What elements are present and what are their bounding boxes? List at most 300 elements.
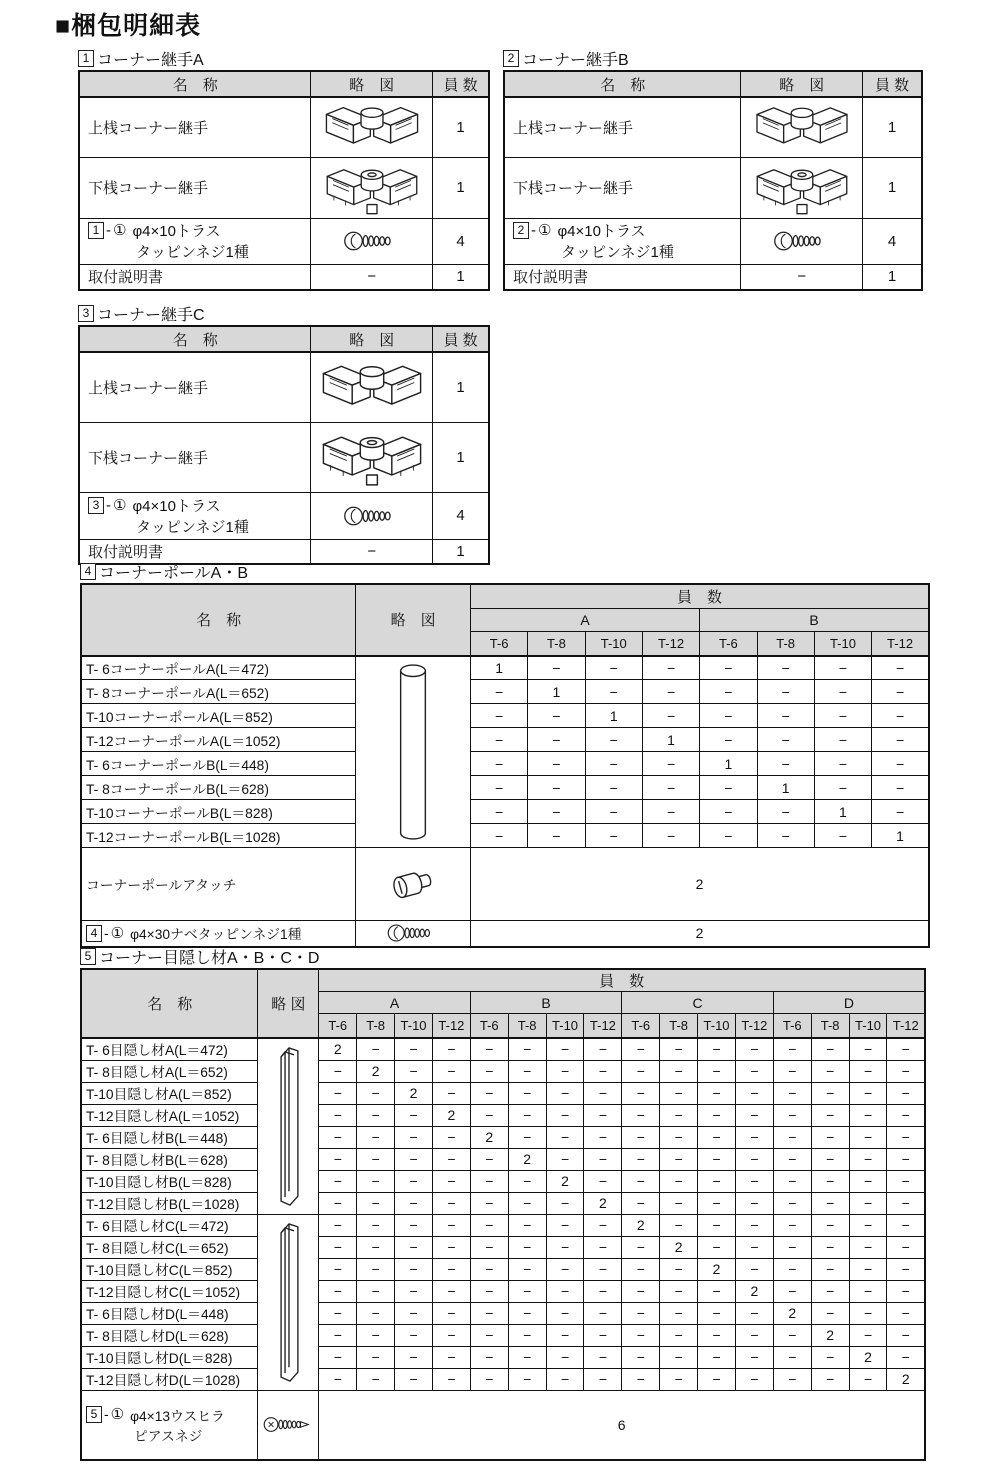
tapping-screw-icon bbox=[773, 229, 831, 253]
part-name-cell: 下桟コーナー継手 bbox=[504, 157, 741, 218]
part-name-cell: 下桟コーナー継手 bbox=[79, 422, 311, 492]
qty-cell: − bbox=[584, 1148, 622, 1170]
qty-cell: − bbox=[622, 1060, 660, 1082]
part-row bbox=[81, 1104, 925, 1126]
qty-cell: − bbox=[811, 1280, 849, 1302]
qty-cell: − bbox=[773, 1104, 811, 1126]
qty-cell: − bbox=[357, 1104, 395, 1126]
qty-cell: − bbox=[357, 1258, 395, 1280]
qty-cell: − bbox=[773, 1324, 811, 1346]
qty-cell: − bbox=[872, 728, 929, 752]
qty-cell: − bbox=[757, 656, 814, 680]
channel-diagram-cell bbox=[258, 1214, 319, 1390]
qty-cell: − bbox=[698, 1236, 736, 1258]
qty-cell: − bbox=[660, 1038, 698, 1060]
qty-cell: − bbox=[622, 1170, 660, 1192]
size-col-header: T-10 bbox=[814, 631, 871, 656]
qty-cell: − bbox=[735, 1302, 773, 1324]
qty-cell: − bbox=[773, 1214, 811, 1236]
qty-cell: − bbox=[735, 1104, 773, 1126]
part-name-cell bbox=[79, 218, 311, 264]
qty-cell: − bbox=[698, 1280, 736, 1302]
diagram-cell: − bbox=[311, 539, 433, 564]
qty-cell: − bbox=[811, 1192, 849, 1214]
qty-cell: − bbox=[735, 1258, 773, 1280]
part-name-cell: T-12コーナーポールB(L＝1028) bbox=[81, 824, 356, 848]
part-name-line1: φ4×10トラス bbox=[557, 223, 646, 240]
qty-cell: − bbox=[432, 1082, 470, 1104]
corner-joint-b-table bbox=[503, 70, 923, 291]
pole-attach-drawing bbox=[385, 863, 441, 905]
qty-cell: − bbox=[735, 1368, 773, 1390]
size-col-header: T-6 bbox=[470, 631, 527, 656]
qty-cell: − bbox=[585, 776, 642, 800]
qty-cell: − bbox=[660, 1280, 698, 1302]
qty-cell: − bbox=[642, 752, 699, 776]
qty-cell: − bbox=[622, 1346, 660, 1368]
qty-cell: − bbox=[508, 1038, 546, 1060]
qty-cell: − bbox=[395, 1280, 433, 1302]
qty-cell: − bbox=[432, 1368, 470, 1390]
upper-corner-joint-drawing bbox=[752, 100, 852, 154]
qty-cell: − bbox=[528, 824, 585, 848]
part-name-cell: 上桟コーナー継手 bbox=[504, 97, 741, 157]
qty-cell: − bbox=[773, 1192, 811, 1214]
part-row bbox=[81, 1214, 925, 1236]
part-name-cell: T-12目隠し材D(L＝1028) bbox=[81, 1368, 258, 1390]
col-header-diagram: 略 図 bbox=[258, 969, 319, 1038]
qty-cell: − bbox=[660, 1170, 698, 1192]
qty-cell: − bbox=[584, 1214, 622, 1236]
qty-cell: − bbox=[698, 1170, 736, 1192]
qty-cell: − bbox=[319, 1236, 357, 1258]
size-col-header: T-12 bbox=[887, 1014, 925, 1039]
qty-cell: − bbox=[849, 1082, 887, 1104]
qty-cell: − bbox=[395, 1170, 433, 1192]
qty-cell: − bbox=[622, 1104, 660, 1126]
qty-cell: − bbox=[470, 728, 527, 752]
qty-cell: − bbox=[773, 1060, 811, 1082]
diagram-cell bbox=[741, 218, 863, 264]
qty-cell: − bbox=[887, 1192, 925, 1214]
qty-cell: − bbox=[546, 1236, 584, 1258]
size-col-header: T-8 bbox=[811, 1014, 849, 1039]
qty-cell: − bbox=[357, 1192, 395, 1214]
part-name-cell: T- 6目隠し材A(L＝472) bbox=[81, 1038, 258, 1060]
qty-cell: − bbox=[470, 824, 527, 848]
part-name-cell bbox=[504, 218, 741, 264]
part-name-cell: T-10目隠し材B(L＝828) bbox=[81, 1170, 258, 1192]
qty-cell: − bbox=[395, 1346, 433, 1368]
part-name-cell: T- 8目隠し材A(L＝652) bbox=[81, 1060, 258, 1082]
qty-cell: − bbox=[698, 1214, 736, 1236]
qty-cell: 2 bbox=[395, 1082, 433, 1104]
pole-diagram-cell bbox=[356, 656, 471, 848]
size-col-header: T-6 bbox=[319, 1014, 357, 1039]
col-header-name: 名 称 bbox=[79, 71, 311, 97]
qty-cell: − bbox=[319, 1324, 357, 1346]
qty-cell: − bbox=[584, 1060, 622, 1082]
qty-cell: 2 bbox=[773, 1302, 811, 1324]
qty-cell: − bbox=[622, 1126, 660, 1148]
group-header-a: A bbox=[319, 992, 471, 1014]
qty-cell: − bbox=[432, 1192, 470, 1214]
size-col-header: T-10 bbox=[395, 1014, 433, 1039]
qty-cell: − bbox=[319, 1368, 357, 1390]
qty-cell: − bbox=[622, 1258, 660, 1280]
qty-cell: − bbox=[357, 1346, 395, 1368]
qty-cell: − bbox=[546, 1192, 584, 1214]
section-title-4 bbox=[80, 561, 930, 581]
qty-cell: − bbox=[319, 1302, 357, 1324]
qty-cell: − bbox=[470, 1038, 508, 1060]
qty-cell: − bbox=[395, 1104, 433, 1126]
qty-cell: − bbox=[528, 728, 585, 752]
qty-cell: − bbox=[585, 824, 642, 848]
qty-cell: 1 bbox=[863, 264, 922, 290]
part-row bbox=[81, 1060, 925, 1082]
qty-cell: − bbox=[849, 1302, 887, 1324]
diagram-cell bbox=[311, 97, 433, 157]
size-col-header: T-8 bbox=[528, 631, 585, 656]
col-header-diagram: 略 図 bbox=[356, 584, 471, 656]
qty-cell: − bbox=[432, 1280, 470, 1302]
ref-dash: - bbox=[531, 222, 536, 239]
section-title-text: コーナーポールA・B bbox=[99, 564, 249, 582]
col-header-diagram: 略 図 bbox=[741, 71, 863, 97]
qty-cell: 1 bbox=[433, 422, 489, 492]
part-row bbox=[81, 776, 929, 800]
section-title-text: コーナー継手B bbox=[522, 51, 629, 69]
qty-cell: − bbox=[735, 1346, 773, 1368]
qty-cell: 2 bbox=[811, 1324, 849, 1346]
size-col-header: T-6 bbox=[700, 631, 757, 656]
qty-cell: − bbox=[395, 1126, 433, 1148]
qty-cell: − bbox=[470, 800, 527, 824]
ref-circle-number: ① bbox=[110, 1406, 125, 1424]
size-col-header: T-8 bbox=[357, 1014, 395, 1039]
qty-cell: − bbox=[660, 1126, 698, 1148]
corner-pole-table bbox=[80, 583, 930, 948]
qty-cell: − bbox=[432, 1302, 470, 1324]
ref-number-box: 4 bbox=[86, 925, 102, 942]
section-corner-joint-b bbox=[503, 48, 923, 291]
qty-cell: − bbox=[470, 1258, 508, 1280]
section-title-2 bbox=[503, 48, 923, 68]
qty-cell: − bbox=[735, 1082, 773, 1104]
qty-cell: − bbox=[584, 1082, 622, 1104]
qty-cell: − bbox=[735, 1060, 773, 1082]
section-corner-pole bbox=[80, 561, 930, 948]
qty-cell: − bbox=[546, 1368, 584, 1390]
qty-cell: 2 bbox=[319, 1038, 357, 1060]
group-header-b: B bbox=[470, 992, 622, 1014]
part-row bbox=[504, 97, 922, 157]
qty-cell: − bbox=[395, 1192, 433, 1214]
section-title-3 bbox=[78, 303, 490, 323]
section-number-box: 5 bbox=[80, 948, 96, 965]
lower-corner-joint-drawing bbox=[320, 159, 424, 217]
qty-cell: 2 bbox=[432, 1104, 470, 1126]
corner-joint-c-table bbox=[78, 325, 490, 565]
part-name-cell: T- 6目隠し材B(L＝448) bbox=[81, 1126, 258, 1148]
qty-cell: − bbox=[432, 1346, 470, 1368]
qty-cell: − bbox=[887, 1104, 925, 1126]
part-row bbox=[81, 1038, 925, 1060]
qty-cell: − bbox=[584, 1280, 622, 1302]
part-row bbox=[81, 1126, 925, 1148]
qty-cell: − bbox=[470, 776, 527, 800]
qty-cell: − bbox=[811, 1060, 849, 1082]
qty-cell: − bbox=[470, 1192, 508, 1214]
part-name-cell: T-12コーナーポールA(L＝1052) bbox=[81, 728, 356, 752]
tapping-screw-icon bbox=[343, 504, 401, 528]
qty-cell: − bbox=[735, 1148, 773, 1170]
qty-cell: − bbox=[585, 728, 642, 752]
part-row bbox=[79, 157, 489, 218]
ref-dash: - bbox=[106, 222, 111, 239]
part-row bbox=[81, 1390, 925, 1460]
qty-cell: − bbox=[872, 752, 929, 776]
qty-cell: − bbox=[470, 1368, 508, 1390]
qty-cell: − bbox=[698, 1324, 736, 1346]
qty-cell: 1 bbox=[433, 539, 489, 564]
part-name-cell: T- 8目隠し材C(L＝652) bbox=[81, 1236, 258, 1258]
qty-cell: − bbox=[700, 824, 757, 848]
section-cover-strip bbox=[80, 946, 926, 1461]
qty-cell: − bbox=[642, 704, 699, 728]
group-header-a: A bbox=[470, 608, 699, 631]
qty-cell: − bbox=[584, 1038, 622, 1060]
qty-cell: − bbox=[698, 1104, 736, 1126]
diagram-cell bbox=[741, 157, 863, 218]
part-row bbox=[79, 352, 489, 422]
qty-cell: − bbox=[395, 1148, 433, 1170]
qty-cell: 1 bbox=[433, 157, 489, 218]
qty-cell: − bbox=[395, 1038, 433, 1060]
qty-cell: − bbox=[773, 1236, 811, 1258]
part-row bbox=[81, 728, 929, 752]
part-row bbox=[81, 1170, 925, 1192]
qty-cell: − bbox=[887, 1236, 925, 1258]
qty-cell: − bbox=[319, 1082, 357, 1104]
qty-cell: − bbox=[700, 728, 757, 752]
qty-cell: − bbox=[546, 1148, 584, 1170]
qty-cell: − bbox=[849, 1368, 887, 1390]
qty-cell: − bbox=[508, 1192, 546, 1214]
size-col-header: T-10 bbox=[698, 1014, 736, 1039]
qty-cell: − bbox=[811, 1104, 849, 1126]
qty-cell: − bbox=[814, 824, 871, 848]
qty-cell: − bbox=[887, 1302, 925, 1324]
qty-cell: − bbox=[432, 1148, 470, 1170]
section-corner-joint-c bbox=[78, 303, 490, 565]
qty-cell: − bbox=[849, 1038, 887, 1060]
qty-cell: − bbox=[622, 1324, 660, 1346]
qty-cell: − bbox=[700, 800, 757, 824]
qty-cell: − bbox=[584, 1324, 622, 1346]
part-name-cell bbox=[81, 921, 356, 947]
qty-cell: − bbox=[735, 1038, 773, 1060]
section-title-text: コーナー継手C bbox=[97, 306, 205, 324]
qty-cell: − bbox=[887, 1346, 925, 1368]
part-name-line2: タッピンネジ1種 bbox=[561, 244, 674, 261]
qty-cell: − bbox=[872, 656, 929, 680]
qty-cell: − bbox=[395, 1214, 433, 1236]
qty-cell: − bbox=[660, 1060, 698, 1082]
qty-cell: − bbox=[887, 1170, 925, 1192]
qty-cell: − bbox=[660, 1258, 698, 1280]
part-name-cell: T- 8コーナーポールA(L＝652) bbox=[81, 680, 356, 704]
qty-cell: − bbox=[849, 1214, 887, 1236]
qty-cell: − bbox=[319, 1170, 357, 1192]
qty-cell: − bbox=[622, 1148, 660, 1170]
qty-cell: 1 bbox=[814, 800, 871, 824]
qty-cell: − bbox=[887, 1214, 925, 1236]
qty-cell: − bbox=[432, 1060, 470, 1082]
qty-cell: − bbox=[395, 1060, 433, 1082]
qty-cell: − bbox=[395, 1258, 433, 1280]
qty-cell: − bbox=[773, 1346, 811, 1368]
qty-cell: − bbox=[432, 1324, 470, 1346]
col-header-qty: 員 数 bbox=[470, 584, 929, 608]
qty-cell: − bbox=[470, 1170, 508, 1192]
qty-cell: − bbox=[814, 656, 871, 680]
section-number-box: 3 bbox=[78, 305, 94, 322]
qty-cell: − bbox=[698, 1082, 736, 1104]
part-row bbox=[81, 752, 929, 776]
qty-cell: − bbox=[470, 1346, 508, 1368]
part-name-cell: T-12目隠し材B(L＝1028) bbox=[81, 1192, 258, 1214]
qty-cell: − bbox=[546, 1324, 584, 1346]
qty-cell: − bbox=[546, 1280, 584, 1302]
qty-cell: − bbox=[319, 1214, 357, 1236]
qty-cell: − bbox=[700, 704, 757, 728]
size-col-header: T-12 bbox=[432, 1014, 470, 1039]
qty-cell: − bbox=[773, 1038, 811, 1060]
section-title-text: コーナー目隠し材A・B・C・D bbox=[99, 949, 320, 967]
group-header-b: B bbox=[700, 608, 929, 631]
qty-cell: − bbox=[319, 1192, 357, 1214]
qty-cell: − bbox=[811, 1258, 849, 1280]
qty-cell: − bbox=[357, 1170, 395, 1192]
part-name-line2: タッピンネジ1種 bbox=[136, 244, 249, 261]
qty-cell: − bbox=[319, 1258, 357, 1280]
qty-cell: − bbox=[622, 1280, 660, 1302]
part-name-cell: 上桟コーナー継手 bbox=[79, 97, 311, 157]
qty-cell: 2 bbox=[849, 1346, 887, 1368]
qty-cell: 2 bbox=[584, 1192, 622, 1214]
part-name-cell: T-10目隠し材C(L＝852) bbox=[81, 1258, 258, 1280]
section-number-box: 4 bbox=[80, 563, 96, 580]
qty-cell: − bbox=[432, 1038, 470, 1060]
qty-cell: − bbox=[584, 1258, 622, 1280]
size-col-header: T-12 bbox=[735, 1014, 773, 1039]
qty-cell: − bbox=[508, 1346, 546, 1368]
qty-cell: − bbox=[849, 1192, 887, 1214]
qty-cell: − bbox=[508, 1060, 546, 1082]
part-name-cell bbox=[81, 1390, 258, 1460]
qty-cell: − bbox=[622, 1368, 660, 1390]
lower-corner-joint-drawing bbox=[318, 425, 426, 489]
qty-cell: − bbox=[735, 1192, 773, 1214]
qty-cell: − bbox=[757, 728, 814, 752]
qty-cell: − bbox=[508, 1302, 546, 1324]
qty-cell: − bbox=[660, 1104, 698, 1126]
part-name-cell: T-10目隠し材A(L＝852) bbox=[81, 1082, 258, 1104]
size-col-header: T-12 bbox=[642, 631, 699, 656]
qty-cell: − bbox=[622, 1192, 660, 1214]
part-row bbox=[81, 921, 929, 947]
qty-cell: − bbox=[470, 1060, 508, 1082]
part-name-line1: φ4×10トラス bbox=[132, 223, 221, 240]
qty-cell: − bbox=[585, 680, 642, 704]
qty-cell: − bbox=[773, 1258, 811, 1280]
qty-cell: 1 bbox=[433, 352, 489, 422]
qty-cell: − bbox=[357, 1302, 395, 1324]
qty-cell: − bbox=[660, 1302, 698, 1324]
diagram-cell bbox=[356, 848, 471, 921]
qty-cell: − bbox=[357, 1214, 395, 1236]
ref-number-box: 3 bbox=[88, 497, 104, 514]
part-row bbox=[504, 218, 922, 264]
qty-cell: 4 bbox=[433, 218, 489, 264]
diagram-cell bbox=[311, 492, 433, 539]
qty-cell: 1 bbox=[863, 157, 922, 218]
qty-cell: − bbox=[508, 1170, 546, 1192]
qty-cell: 2 bbox=[622, 1214, 660, 1236]
qty-cell: − bbox=[585, 752, 642, 776]
qty-cell: − bbox=[872, 680, 929, 704]
qty-cell: 4 bbox=[433, 492, 489, 539]
diagram-cell: − bbox=[311, 264, 433, 290]
part-row bbox=[81, 1302, 925, 1324]
qty-cell: − bbox=[642, 776, 699, 800]
part-row bbox=[81, 800, 929, 824]
qty-cell: − bbox=[849, 1170, 887, 1192]
qty-cell: − bbox=[811, 1170, 849, 1192]
qty-cell: − bbox=[735, 1170, 773, 1192]
qty-cell: 1 bbox=[470, 656, 527, 680]
part-name-cell: T-12目隠し材A(L＝1052) bbox=[81, 1104, 258, 1126]
qty-cell: − bbox=[508, 1104, 546, 1126]
qty-cell: − bbox=[508, 1324, 546, 1346]
qty-cell: − bbox=[814, 680, 871, 704]
qty-cell: − bbox=[660, 1368, 698, 1390]
qty-cell: − bbox=[698, 1346, 736, 1368]
qty-cell: − bbox=[887, 1082, 925, 1104]
lower-corner-joint-drawing bbox=[752, 159, 852, 217]
qty-cell: − bbox=[432, 1126, 470, 1148]
qty-cell: − bbox=[660, 1324, 698, 1346]
diagram-cell bbox=[311, 218, 433, 264]
qty-cell: − bbox=[319, 1060, 357, 1082]
qty-cell: − bbox=[470, 1214, 508, 1236]
qty-cell: − bbox=[584, 1236, 622, 1258]
qty-cell: − bbox=[811, 1214, 849, 1236]
part-row bbox=[79, 218, 489, 264]
qty-cell: − bbox=[698, 1038, 736, 1060]
col-header-name: 名 称 bbox=[79, 326, 311, 352]
col-header-name: 名 称 bbox=[81, 969, 258, 1038]
qty-cell: − bbox=[546, 1126, 584, 1148]
cover-strip-table bbox=[80, 968, 926, 1461]
qty-cell: − bbox=[698, 1126, 736, 1148]
qty-cell: − bbox=[508, 1236, 546, 1258]
ref-dash: - bbox=[104, 1407, 109, 1423]
part-row bbox=[504, 157, 922, 218]
qty-cell: 1 bbox=[585, 704, 642, 728]
